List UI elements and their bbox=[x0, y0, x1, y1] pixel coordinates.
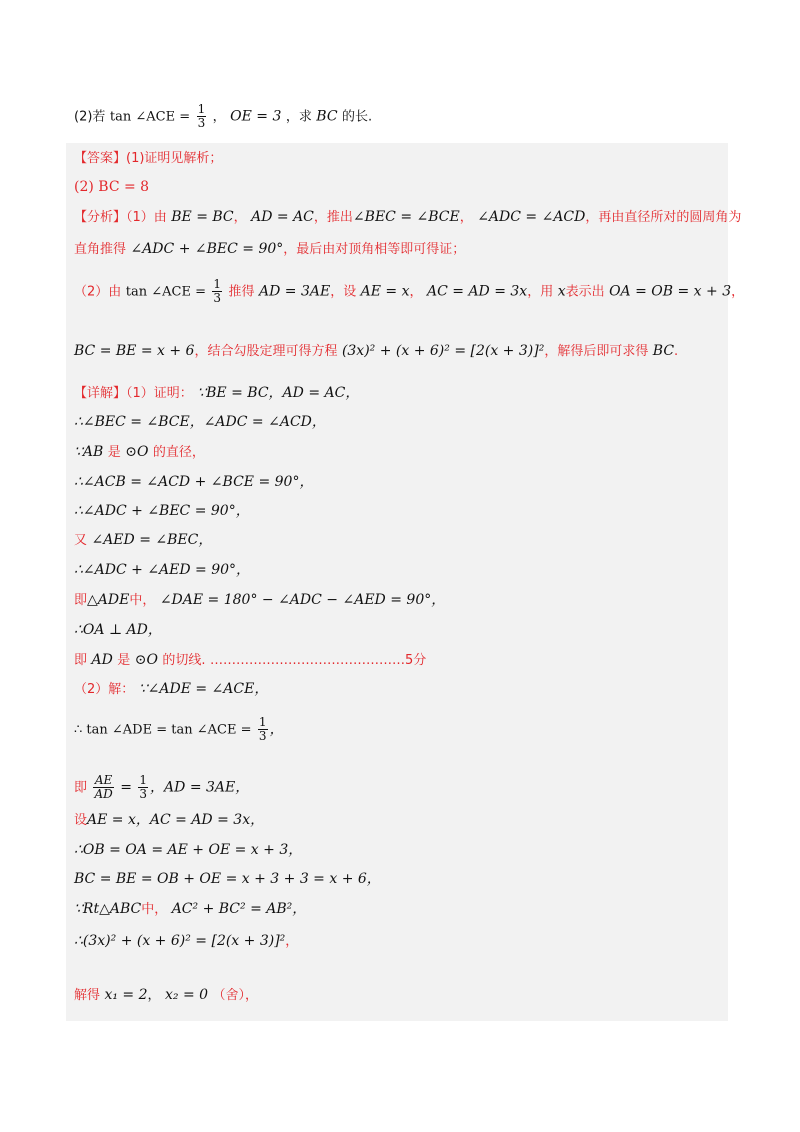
detail-label: 【详解】（1）证明： bbox=[74, 386, 193, 401]
analysis-oa-ob: OA = OB = x + 3 bbox=[609, 283, 732, 300]
detail-step-3 bbox=[74, 442, 205, 463]
detail-text: （舍）， bbox=[212, 988, 258, 1003]
analysis-tan: tan ∠ACE = bbox=[125, 284, 206, 300]
fraction-denominator: 3 bbox=[139, 787, 148, 801]
analysis-text: ，设 bbox=[330, 284, 357, 300]
analysis-sep: ， bbox=[409, 284, 423, 300]
detail-text: 的切线. bbox=[162, 653, 206, 668]
analysis-bc: BC bbox=[652, 343, 675, 359]
question-prefix: (2)若 bbox=[74, 109, 106, 125]
analysis-text: ，用 bbox=[527, 284, 554, 300]
detail-step-2: ∴∠BEC = ∠BCE，∠ADC = ∠ACD， bbox=[74, 414, 326, 430]
answer-label: 【答案】(1)证明见解析； bbox=[74, 151, 223, 166]
score-dots: ………………………………………5分 bbox=[210, 653, 427, 668]
analysis-line-3 bbox=[74, 278, 744, 305]
detail-part2-line-1 bbox=[74, 679, 268, 700]
detail-part2-line-3: 即 $\frac{AE}{AD}$ = $\frac{1}{3}$ ，AD = 3AE， bbox=[74, 773, 250, 801]
analysis-be-bc: BE = BC bbox=[171, 209, 234, 225]
detail-ab: ∵AB bbox=[74, 444, 104, 460]
fraction-numerator: AE bbox=[94, 773, 113, 787]
analysis-line-1 bbox=[74, 207, 741, 228]
analysis-text: 表示出 bbox=[565, 284, 605, 300]
analysis-ad-ac: AD = AC bbox=[251, 209, 314, 225]
detail-text: 是 bbox=[107, 445, 121, 460]
detail-part2-rt bbox=[74, 899, 306, 920]
detail-sep: ， bbox=[285, 934, 299, 949]
detail-step: ∵BE = BC，AD = AC， bbox=[197, 385, 360, 401]
detail-text: 设 bbox=[74, 813, 88, 828]
detail-text: （2）解： bbox=[74, 682, 135, 697]
detail-angle-dae: ∠DAE = 180° − ∠ADC − ∠AED = 90°， bbox=[159, 592, 446, 608]
detail-fraction-ae-ad bbox=[93, 774, 113, 801]
analysis-x: x bbox=[557, 283, 566, 300]
analysis-angle-eq-1: ∠BEC = ∠BCE bbox=[352, 209, 460, 225]
detail-part2-line-4 bbox=[74, 810, 264, 831]
analysis-label: 【分析】（1）由 bbox=[74, 210, 167, 225]
detail-step-4: ∴∠ACB = ∠ACD + ∠BCE = 90°， bbox=[74, 474, 314, 490]
analysis-line-4 bbox=[74, 341, 678, 362]
analysis-text: 直角推得 bbox=[74, 242, 127, 257]
detail-text: 即 bbox=[74, 653, 88, 668]
fraction-numerator: 1 bbox=[139, 773, 148, 787]
question-tan-expr: tan ∠ACE = bbox=[109, 109, 191, 125]
detail-step-7: ∴∠ADC + ∠AED = 90°， bbox=[74, 562, 251, 578]
question-fraction bbox=[197, 103, 207, 130]
analysis-text: . bbox=[674, 344, 679, 359]
detail-text: 中， bbox=[129, 593, 156, 608]
fraction-numerator: 1 bbox=[258, 715, 267, 729]
detail-text: 解得 bbox=[74, 988, 101, 1003]
detail-triangle: △ADE bbox=[87, 592, 130, 608]
detail-x2: x₂ = 0 bbox=[164, 987, 209, 1003]
fraction-denominator: 3 bbox=[213, 291, 222, 305]
question-sep2: ，求 bbox=[285, 109, 312, 125]
detail-sep: ， bbox=[147, 988, 161, 1003]
analysis-sep: ， bbox=[459, 210, 473, 225]
question-suffix: 的长. bbox=[342, 109, 373, 125]
detail-angle: ∵∠ADE = ∠ACE， bbox=[138, 681, 269, 697]
analysis-line-2 bbox=[74, 239, 465, 260]
circle-o-symbol: ⊙O bbox=[125, 444, 149, 460]
detail-step-10 bbox=[74, 650, 426, 671]
analysis-text: 推得 bbox=[228, 284, 255, 300]
answer-region bbox=[66, 143, 728, 1021]
analysis-equation: (3x)² + (x + 6)² = [2(x + 3)]² bbox=[341, 343, 545, 359]
detail-text: 即 bbox=[74, 593, 88, 608]
analysis-text: ，最后由对顶角相等即可得证； bbox=[283, 242, 466, 257]
detail-step-9: ∴OA ⊥ AD， bbox=[74, 622, 162, 638]
detail-part2-eq bbox=[74, 931, 298, 952]
fraction-denominator: AD bbox=[94, 787, 113, 801]
detail-step-6 bbox=[74, 530, 212, 551]
detail-line-1 bbox=[74, 383, 359, 404]
analysis-angle-eq-2: ∠ADC = ∠ACD bbox=[477, 209, 586, 225]
detail-sep: ， bbox=[269, 721, 284, 738]
detail-x1: x₁ = 2 bbox=[104, 987, 148, 1003]
detail-text: 即 bbox=[74, 780, 88, 796]
detail-tan: ∴ tan ∠ADE = tan ∠ACE = bbox=[74, 722, 252, 738]
analysis-ae-x: AE = x bbox=[360, 283, 410, 300]
detail-ad-3ae: ，AD = 3AE， bbox=[150, 779, 250, 796]
detail-set: AE = x，AC = AD = 3x， bbox=[87, 812, 265, 828]
question-bc: BC bbox=[316, 108, 338, 125]
detail-fraction bbox=[258, 716, 268, 743]
detail-part2-ob: ∴OB = OA = AE + OE = x + 3， bbox=[74, 842, 303, 858]
detail-step-5: ∴∠ADC + ∠BEC = 90°， bbox=[74, 503, 250, 519]
analysis-text: ，结合勾股定理可得方程 bbox=[194, 344, 338, 359]
detail-pythagoras: AC² + BC² = AB²， bbox=[171, 901, 307, 917]
analysis-text: ，推出 bbox=[313, 210, 353, 225]
detail-fraction-1-3 bbox=[138, 774, 148, 801]
circle-o-symbol: ⊙O bbox=[134, 652, 158, 668]
detail-equation: ∴(3x)² + (x + 6)² = [2(x + 3)]² bbox=[74, 933, 286, 949]
analysis-text: （2）由 bbox=[74, 284, 122, 300]
detail-part2-bc: BC = BE = OB + OE = x + 3 + 3 = x + 6， bbox=[74, 871, 381, 887]
detail-text: 又 bbox=[74, 533, 88, 548]
fraction-denominator: 3 bbox=[258, 729, 267, 743]
analysis-sep: ， bbox=[233, 210, 247, 225]
answer-part2: (2) BC = 8 bbox=[74, 179, 150, 195]
question-oe: OE = 3 bbox=[230, 108, 282, 125]
fraction-numerator: 1 bbox=[197, 102, 206, 116]
fraction-denominator: 3 bbox=[197, 116, 206, 130]
detail-ad: AD bbox=[91, 652, 113, 668]
detail-angle: ∠AED = ∠BEC， bbox=[91, 532, 213, 548]
analysis-ad-3ae: AD = 3AE bbox=[258, 283, 331, 300]
analysis-bc-be: BC = BE = x + 6 bbox=[74, 343, 195, 359]
detail-part2-line-2 bbox=[74, 716, 284, 743]
detail-step-8 bbox=[74, 590, 445, 611]
analysis-fraction bbox=[212, 278, 222, 305]
analysis-angle-sum: ∠ADC + ∠BEC = 90° bbox=[130, 241, 284, 257]
analysis-text: ，解得后即可求得 bbox=[544, 344, 649, 359]
detail-rt-triangle: ∵Rt△ABC bbox=[74, 901, 142, 917]
detail-part2-solution bbox=[74, 985, 258, 1006]
detail-text: 的直径， bbox=[152, 445, 205, 460]
detail-text: 是 bbox=[117, 653, 131, 668]
analysis-ac-ad: AC = AD = 3x bbox=[426, 283, 528, 300]
question-line bbox=[74, 103, 372, 130]
analysis-sep: ， bbox=[731, 284, 745, 300]
detail-text: 中， bbox=[141, 902, 168, 917]
fraction-numerator: 1 bbox=[213, 277, 222, 291]
analysis-text: ，再由直径所对的圆周角为 bbox=[585, 210, 742, 225]
question-sep: ， bbox=[212, 109, 226, 125]
